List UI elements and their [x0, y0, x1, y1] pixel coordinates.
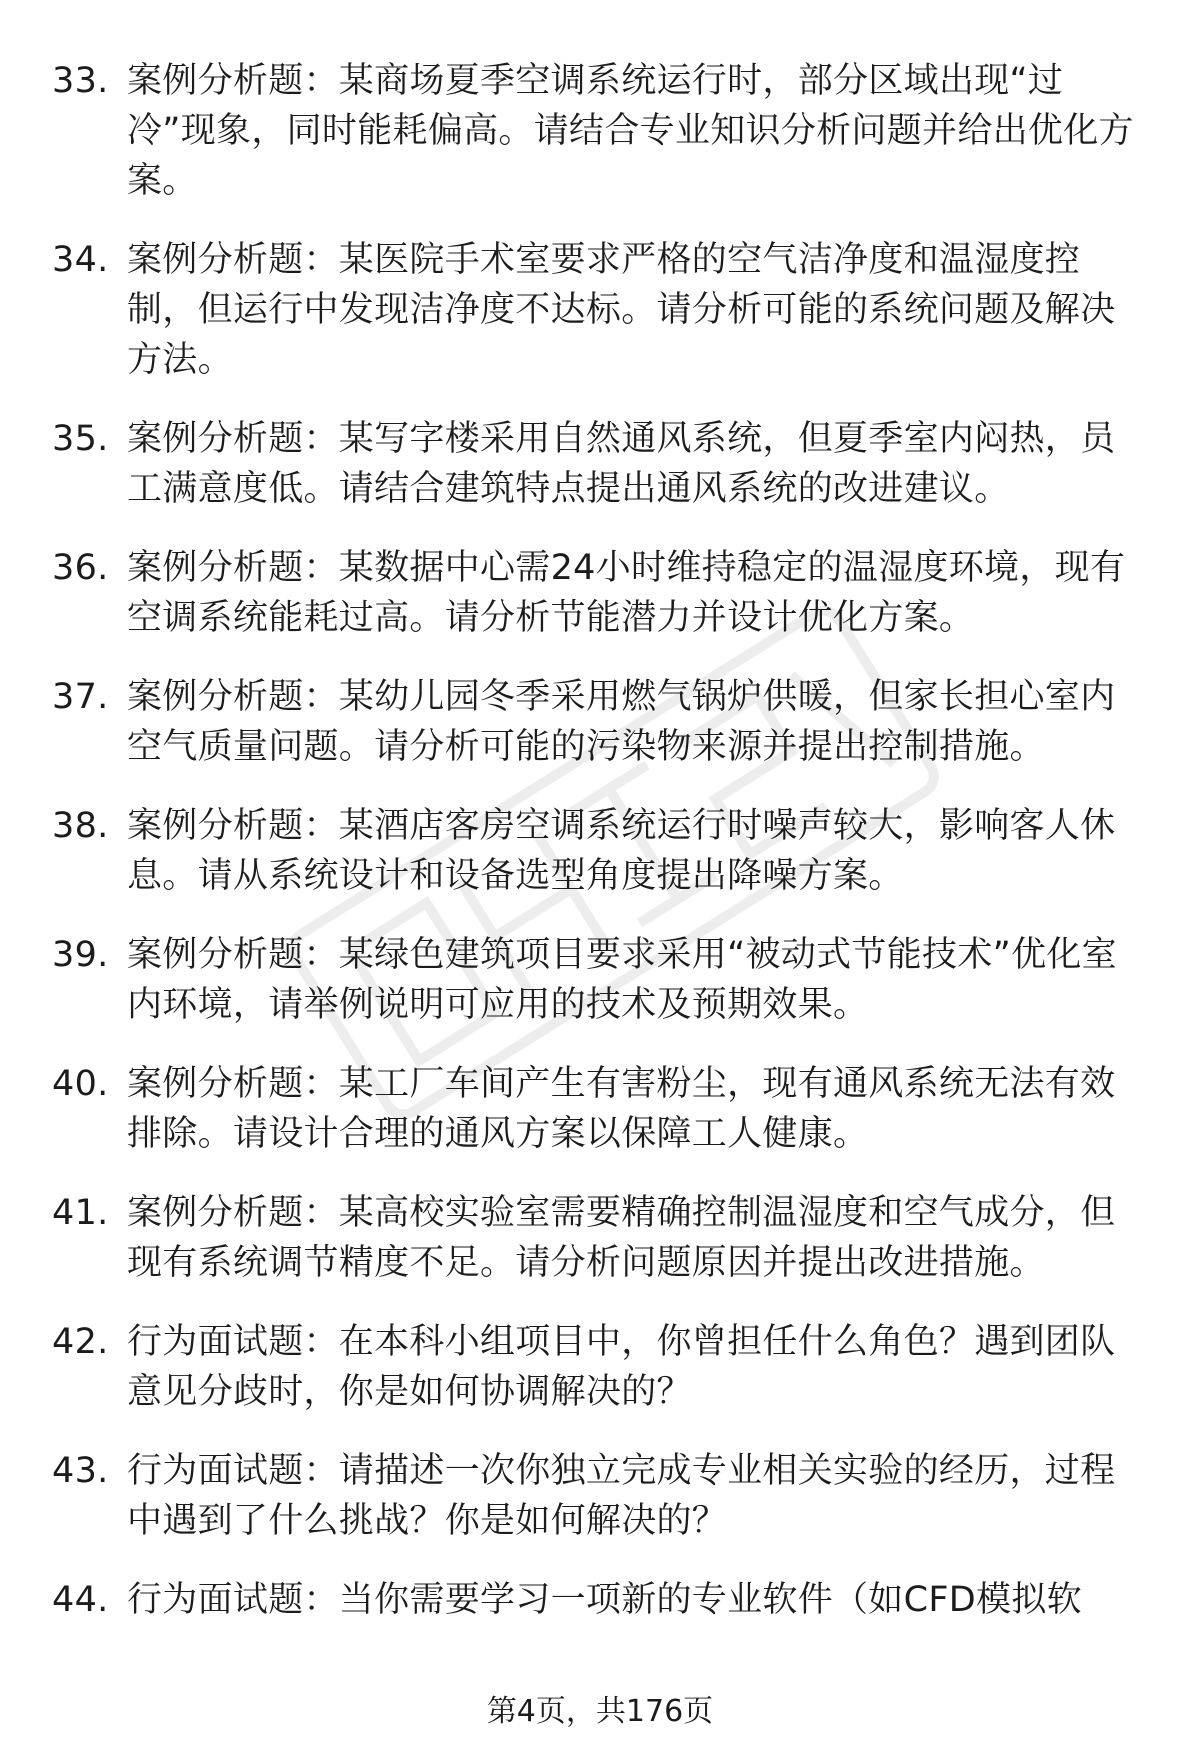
question-text: 案例分析题：某酒店客房空调系统运行时噪声较大，影响客人休息。请从系统设计和设备选型角度提出降噪方案。 — [127, 806, 1116, 896]
question-text: 案例分析题：某医院手术室要求严格的空气洁净度和温湿度控制，但运行中发现洁净度不达标。请分析可能的系统问题及解决方法。 — [127, 240, 1116, 380]
question-item-44 — [0, 1575, 1200, 1625]
question-text: 案例分析题：某数据中心需24小时维持稳定的温湿度环境，现有空调系统能耗过高。请分析节能潜力并设计优化方案。 — [127, 548, 1126, 638]
question-text: 案例分析题：某绿色建筑项目要求采用“被动式节能技术”优化室内环境，请举例说明可应用的技术及预期效果。 — [127, 935, 1117, 1025]
question-text: 行为面试题：在本科小组项目中，你曾担任什么角色？遇到团队意见分歧时，你是如何协调解决的？ — [127, 1322, 1116, 1412]
question-item-34 — [0, 235, 1200, 385]
question-text: 案例分析题：某写字楼采用自然通风系统，但夏季室内闷热，员工满意度低。请结合建筑特点提出通风系统的改进建议。 — [127, 419, 1116, 509]
question-number: 36. — [52, 548, 109, 588]
question-item-40 — [0, 1059, 1200, 1159]
question-number: 33. — [52, 61, 109, 101]
question-item-43 — [0, 1446, 1200, 1546]
question-item-37 — [0, 672, 1200, 772]
page-number-label: 第4页，共176页 — [486, 1694, 714, 1729]
question-item-41 — [0, 1188, 1200, 1288]
question-number: 39. — [52, 935, 109, 975]
question-number: 38. — [52, 806, 109, 846]
question-text: 案例分析题：某商场夏季空调系统运行时，部分区域出现“过冷”现象，同时能耗偏高。请结合专业知识分析问题并给出优化方案。 — [127, 61, 1134, 201]
question-list — [0, 56, 1200, 1654]
question-number: 40. — [52, 1064, 109, 1104]
question-item-39 — [0, 930, 1200, 1030]
question-text: 案例分析题：某工厂车间产生有害粉尘，现有通风系统无法有效排除。请设计合理的通风方案以保障工人健康。 — [127, 1064, 1116, 1154]
question-text: 行为面试题：当你需要学习一项新的专业软件（如CFD模拟软 — [127, 1580, 1082, 1620]
question-item-42 — [0, 1317, 1200, 1417]
question-text: 案例分析题：某高校实验室需要精确控制温湿度和空气成分，但现有系统调节精度不足。请分析问题原因并提出改进措施。 — [127, 1193, 1116, 1283]
question-number: 34. — [52, 240, 109, 280]
question-number: 37. — [52, 677, 109, 717]
question-number: 42. — [52, 1322, 109, 1362]
question-number: 41. — [52, 1193, 109, 1233]
question-number: 35. — [52, 419, 109, 459]
question-text: 案例分析题：某幼儿园冬季采用燃气锅炉供暖，但家长担心室内空气质量问题。请分析可能的污染物来源并提出控制措施。 — [127, 677, 1116, 767]
question-item-36 — [0, 543, 1200, 643]
question-item-35 — [0, 414, 1200, 514]
question-item-33 — [0, 56, 1200, 206]
question-item-38 — [0, 801, 1200, 901]
question-number: 43. — [52, 1451, 109, 1491]
page-footer — [0, 1692, 1200, 1732]
question-number: 44. — [52, 1580, 109, 1620]
question-text: 行为面试题：请描述一次你独立完成专业相关实验的经历，过程中遇到了什么挑战？你是如何解决的？ — [127, 1451, 1116, 1541]
